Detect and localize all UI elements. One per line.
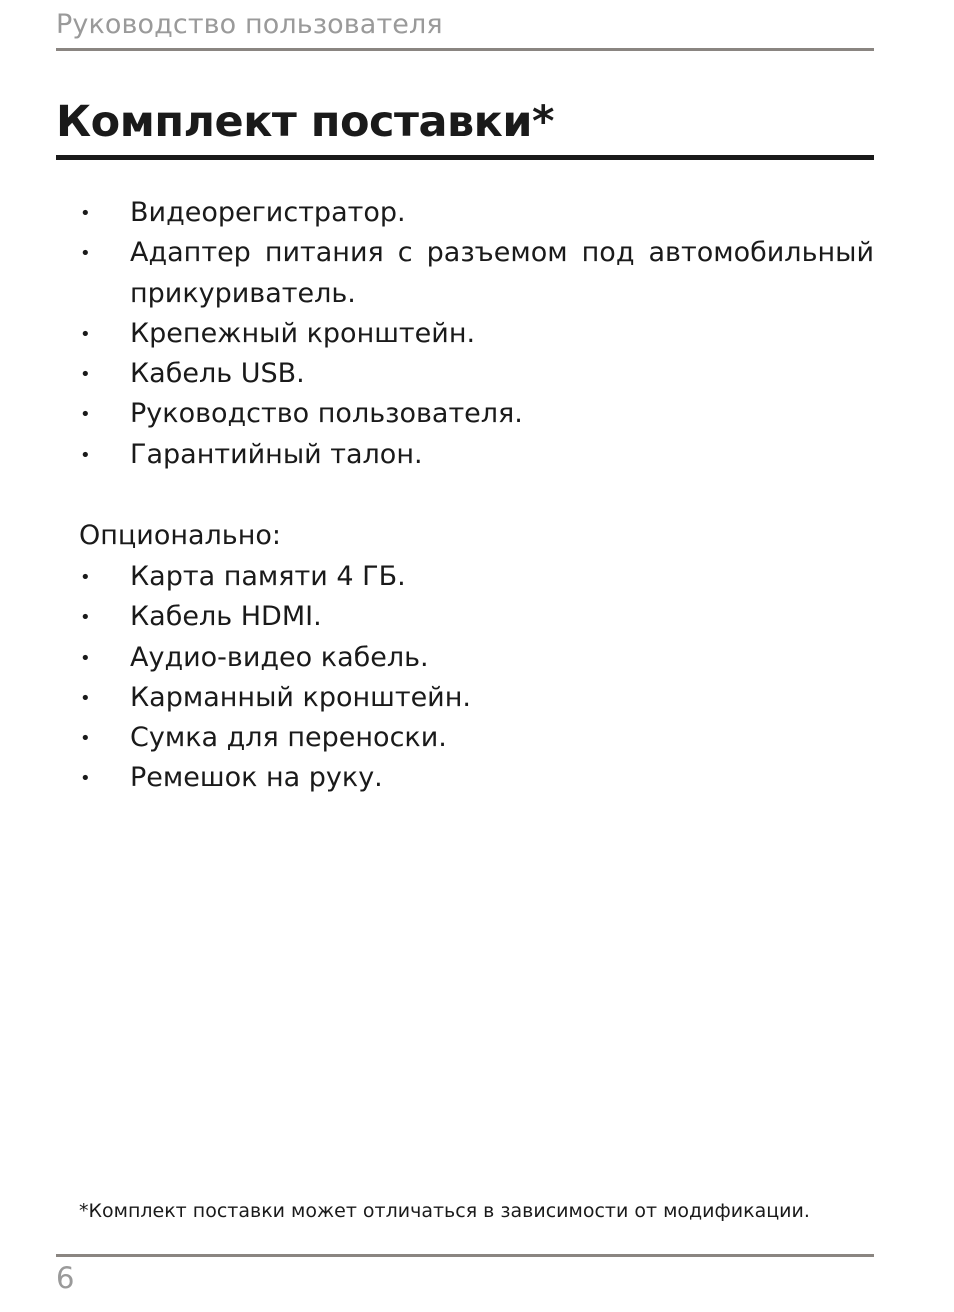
list-item-text: Ремешок на руку. [130, 762, 383, 794]
list-item [56, 193, 874, 233]
list-item-text: Аудио-видео кабель. [130, 641, 429, 673]
bullet-icon: • [80, 243, 91, 265]
bullet-icon: • [80, 404, 91, 426]
running-header: Руководство пользователя [56, 9, 443, 40]
bullet-icon: • [80, 444, 91, 466]
bullet-icon: • [80, 323, 91, 345]
bullet-icon: • [80, 647, 91, 669]
bullet-icon: • [80, 567, 91, 588]
list-item-text: Крепежный кронштейн. [130, 317, 476, 349]
bullet-icon: • [80, 687, 91, 709]
bullet-icon: • [80, 364, 91, 386]
list-item-text: Руководство пользователя. [130, 398, 523, 430]
list-item-text: Адаптер питания с разъемом под автомобильный прикуриватель. [130, 237, 874, 309]
list-item [56, 718, 874, 758]
title-divider [56, 155, 874, 160]
footnote: *Комплект поставки может отличаться в зависимости от модификации. [79, 1200, 810, 1222]
list-item-text: Гарантийный талон. [130, 438, 423, 470]
bullet-icon: • [80, 768, 91, 790]
included-items-list [56, 193, 874, 475]
list-item [56, 638, 874, 678]
footer-divider [56, 1254, 874, 1257]
optional-items-list [56, 557, 874, 799]
list-item [56, 233, 874, 314]
bullet-icon: • [80, 728, 91, 750]
list-item [56, 678, 874, 718]
page-number: 6 [56, 1261, 75, 1295]
header-divider [56, 48, 874, 51]
list-item-text: Кабель USB. [130, 358, 305, 390]
list-item-text: Карманный кронштейн. [130, 681, 471, 713]
bullet-icon: • [80, 607, 91, 629]
bullet-icon: • [80, 203, 91, 224]
list-item-text: Сумка для переноски. [130, 722, 447, 754]
list-item [56, 394, 874, 434]
page-title: Комплект поставки* [56, 97, 554, 147]
list-item [56, 758, 874, 798]
list-item [56, 354, 874, 394]
list-item [56, 557, 874, 597]
list-item-text: Карта памяти 4 ГБ. [130, 561, 406, 592]
list-item [56, 597, 874, 637]
list-item-text: Видеорегистратор. [130, 197, 406, 228]
list-item-text: Кабель HDMI. [130, 601, 322, 633]
list-item [56, 314, 874, 354]
list-item [56, 435, 874, 475]
optional-heading: Опционально: [79, 520, 281, 551]
